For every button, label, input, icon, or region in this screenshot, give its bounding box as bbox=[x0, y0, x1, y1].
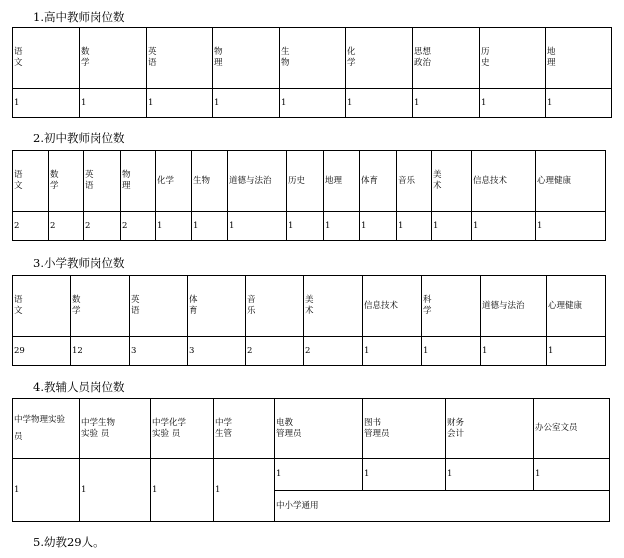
count-cell: 1 bbox=[275, 459, 363, 491]
count-cell: 1 bbox=[151, 459, 214, 522]
subject-cell: 生 物 bbox=[280, 28, 346, 89]
count-cell: 1 bbox=[363, 337, 422, 366]
subject-cell: 思想 政治 bbox=[413, 28, 480, 89]
count-cell: 1 bbox=[432, 212, 472, 241]
subject-cell: 数 学 bbox=[80, 28, 147, 89]
count-cell: 1 bbox=[280, 89, 346, 118]
position-cell: 财务 会计 bbox=[446, 399, 534, 459]
count-cell: 1 bbox=[536, 212, 606, 241]
section-4-heading: 4.教辅人员岗位数 bbox=[33, 380, 125, 394]
count-cell: 2 bbox=[49, 212, 84, 241]
count-cell: 2 bbox=[304, 337, 363, 366]
middle-school-table bbox=[12, 150, 606, 241]
count-cell: 1 bbox=[192, 212, 228, 241]
subject-cell: 数 学 bbox=[71, 276, 130, 337]
count-cell: 1 bbox=[13, 89, 80, 118]
count-cell: 12 bbox=[71, 337, 130, 366]
section-1-heading: 1.高中教师岗位数 bbox=[33, 10, 125, 24]
count-cell: 1 bbox=[446, 459, 534, 491]
position-cell: 中学生物 实验 员 bbox=[80, 399, 151, 459]
subject-cell: 物 理 bbox=[213, 28, 280, 89]
subject-cell: 语 文 bbox=[13, 151, 49, 212]
section-3-heading: 3.小学教师岗位数 bbox=[33, 256, 125, 270]
count-cell: 1 bbox=[480, 89, 546, 118]
subject-cell: 信息技术 bbox=[472, 151, 536, 212]
subject-cell: 历 史 bbox=[480, 28, 546, 89]
count-cell: 1 bbox=[363, 459, 446, 491]
count-cell: 1 bbox=[287, 212, 324, 241]
subject-cell: 化学 bbox=[156, 151, 192, 212]
count-cell: 1 bbox=[413, 89, 480, 118]
count-cell: 3 bbox=[130, 337, 188, 366]
count-cell: 2 bbox=[246, 337, 304, 366]
count-cell: 1 bbox=[213, 89, 280, 118]
position-cell: 中学物理实验 员 bbox=[13, 399, 80, 459]
position-cell: 中学 生管 bbox=[214, 399, 275, 459]
count-cell: 1 bbox=[472, 212, 536, 241]
subject-cell: 美 术 bbox=[304, 276, 363, 337]
count-cell: 1 bbox=[147, 89, 213, 118]
count-cell: 29 bbox=[13, 337, 71, 366]
subject-cell: 体 育 bbox=[188, 276, 246, 337]
subject-cell: 历史 bbox=[287, 151, 324, 212]
position-cell: 办公室文员 bbox=[534, 399, 610, 459]
subject-cell: 语 文 bbox=[13, 276, 71, 337]
subject-cell: 生物 bbox=[192, 151, 228, 212]
subject-cell: 心理健康 bbox=[547, 276, 606, 337]
subject-cell: 地 理 bbox=[546, 28, 612, 89]
subject-cell: 道德与法治 bbox=[228, 151, 287, 212]
subject-cell: 物 理 bbox=[121, 151, 156, 212]
count-cell: 2 bbox=[13, 212, 49, 241]
count-cell: 1 bbox=[80, 459, 151, 522]
count-cell: 3 bbox=[188, 337, 246, 366]
count-cell: 1 bbox=[547, 337, 606, 366]
count-cell: 1 bbox=[214, 459, 275, 522]
count-cell: 1 bbox=[324, 212, 360, 241]
shared-note-cell: 中小学通用 bbox=[275, 491, 610, 522]
primary-school-table bbox=[12, 275, 606, 366]
subject-cell: 英 语 bbox=[147, 28, 213, 89]
count-cell: 1 bbox=[346, 89, 413, 118]
position-cell: 电教 管理员 bbox=[275, 399, 363, 459]
subject-cell: 美 术 bbox=[432, 151, 472, 212]
count-cell: 1 bbox=[481, 337, 547, 366]
subject-cell: 语 文 bbox=[13, 28, 80, 89]
subject-cell: 音 乐 bbox=[246, 276, 304, 337]
count-cell: 2 bbox=[84, 212, 121, 241]
count-cell: 1 bbox=[13, 459, 80, 522]
subject-cell: 英 语 bbox=[130, 276, 188, 337]
subject-cell: 体育 bbox=[360, 151, 397, 212]
support-staff-table bbox=[12, 398, 610, 522]
subject-cell: 化 学 bbox=[346, 28, 413, 89]
position-cell: 中学化学 实验 员 bbox=[151, 399, 214, 459]
count-cell: 2 bbox=[121, 212, 156, 241]
high-school-table bbox=[12, 27, 612, 118]
subject-cell: 科 学 bbox=[422, 276, 481, 337]
position-cell: 图书 管理员 bbox=[363, 399, 446, 459]
count-cell: 1 bbox=[546, 89, 612, 118]
count-cell: 1 bbox=[422, 337, 481, 366]
subject-cell: 英 语 bbox=[84, 151, 121, 212]
subject-cell: 数 学 bbox=[49, 151, 84, 212]
count-cell: 1 bbox=[80, 89, 147, 118]
count-cell: 1 bbox=[397, 212, 432, 241]
count-cell: 1 bbox=[360, 212, 397, 241]
count-cell: 1 bbox=[156, 212, 192, 241]
subject-cell: 信息技术 bbox=[363, 276, 422, 337]
count-cell: 1 bbox=[534, 459, 610, 491]
section-2-heading: 2.初中教师岗位数 bbox=[33, 131, 125, 145]
subject-cell: 音乐 bbox=[397, 151, 432, 212]
count-cell: 1 bbox=[228, 212, 287, 241]
subject-cell: 心理健康 bbox=[536, 151, 606, 212]
section-5-text: 5.幼教29人。 bbox=[33, 535, 105, 549]
subject-cell: 道德与法治 bbox=[481, 276, 547, 337]
subject-cell: 地理 bbox=[324, 151, 360, 212]
